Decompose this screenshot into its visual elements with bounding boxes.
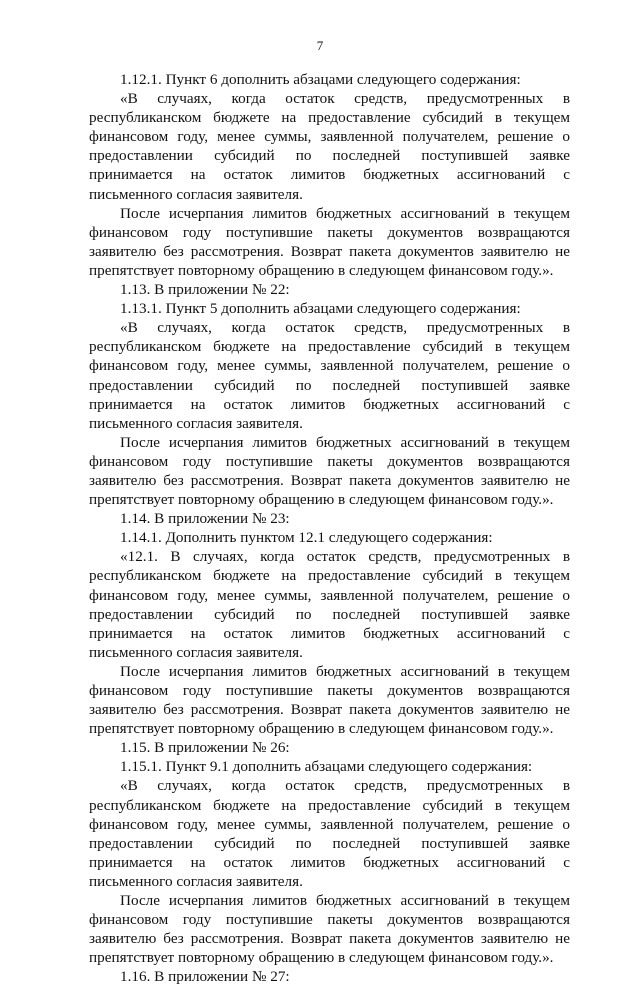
- paragraph-limits-exhausted: После исчерпания лимитов бюджетных ассигнований в текущем финансовом году поступившие пакеты документов возвращаются заявителю без рассмотрения. Возврат пакета документов заявителю не препятствует повторному обращению в следующем финансовом году.».: [89, 662, 570, 738]
- page-number: 7: [316, 38, 324, 53]
- paragraph-1-12-1-heading: 1.12.1. Пункт 6 дополнить абзацами следующего содержания:: [120, 71, 521, 88]
- paragraph-1-15-heading: 1.15. В приложении № 26:: [120, 739, 290, 757]
- paragraph-quote-12-1: «12.1. В случаях, когда остаток средств, предусмотренных в республиканском бюджете на предоставление субсидий в текущем финансовом году, менее суммы, заявленной получателем, решение о предоставлении субсидий по последней поступившей заявке принимается на остаток лимитов бюджетных ассигнований с письменного согласия заявителя.: [89, 548, 570, 661]
- paragraph-limits-exhausted: После исчерпания лимитов бюджетных ассигнований в текущем финансовом году поступившие пакеты документов возвращаются заявителю без рассмотрения. Возврат пакета документов заявителю не препятствует повторному обращению в следующем финансовом году.».: [89, 892, 570, 967]
- paragraph-1-15-1-heading: 1.15.1. Пункт 9.1 дополнить абзацами следующего содержания:: [120, 758, 533, 776]
- paragraph-1-13-heading: 1.13. В приложении № 22:: [120, 281, 290, 299]
- paragraph-quote-remaining-funds: «В случаях, когда остаток средств, предусмотренных в республиканском бюджете на предоставление субсидий в текущем финансовом году, менее суммы, заявленной получателем, решение о предоставлении субсидий по последней поступившей заявке принимается на остаток лимитов бюджетных ассигнований с письменного согласия заявителя.: [89, 90, 570, 203]
- paragraph-1-14-1-heading: 1.14.1. Дополнить пунктом 12.1 следующего содержания:: [120, 529, 493, 547]
- paragraph-1-13-1-heading: 1.13.1. Пункт 5 дополнить абзацами следующего содержания:: [120, 300, 521, 318]
- paragraph-quote-remaining-funds: «В случаях, когда остаток средств, предусмотренных в республиканском бюджете на предоставление субсидий в текущем финансовом году, менее суммы, заявленной получателем, решение о предоставлении субсидий по последней поступившей заявке принимается на остаток лимитов бюджетных ассигнований с письменного согласия заявителя.: [89, 319, 570, 432]
- paragraph-limits-exhausted: После исчерпания лимитов бюджетных ассигнований в текущем финансовом году поступившие пакеты документов возвращаются заявителю без рассмотрения. Возврат пакета документов заявителю не препятствует повторному обращению в следующем финансовом году.».: [89, 204, 570, 279]
- paragraph-limits-exhausted: После исчерпания лимитов бюджетных ассигнований в текущем финансовом году поступившие пакеты документов возвращаются заявителю без рассмотрения. Возврат пакета документов заявителю не препятствует повторному обращению в следующем финансовом году.».: [89, 433, 570, 509]
- document-body: [89, 70, 570, 987]
- paragraph-1-16-heading: 1.16. В приложении № 27:: [120, 968, 290, 986]
- paragraph-quote-remaining-funds: «В случаях, когда остаток средств, предусмотренных в республиканском бюджете на предоставление субсидий в текущем финансовом году, менее суммы, заявленной получателем, решение о предоставлении субсидий по последней поступившей заявке принимается на остаток лимитов бюджетных ассигнований с письменного согласия заявителя.: [89, 777, 570, 890]
- paragraph-1-14-heading: 1.14. В приложении № 23:: [120, 510, 290, 528]
